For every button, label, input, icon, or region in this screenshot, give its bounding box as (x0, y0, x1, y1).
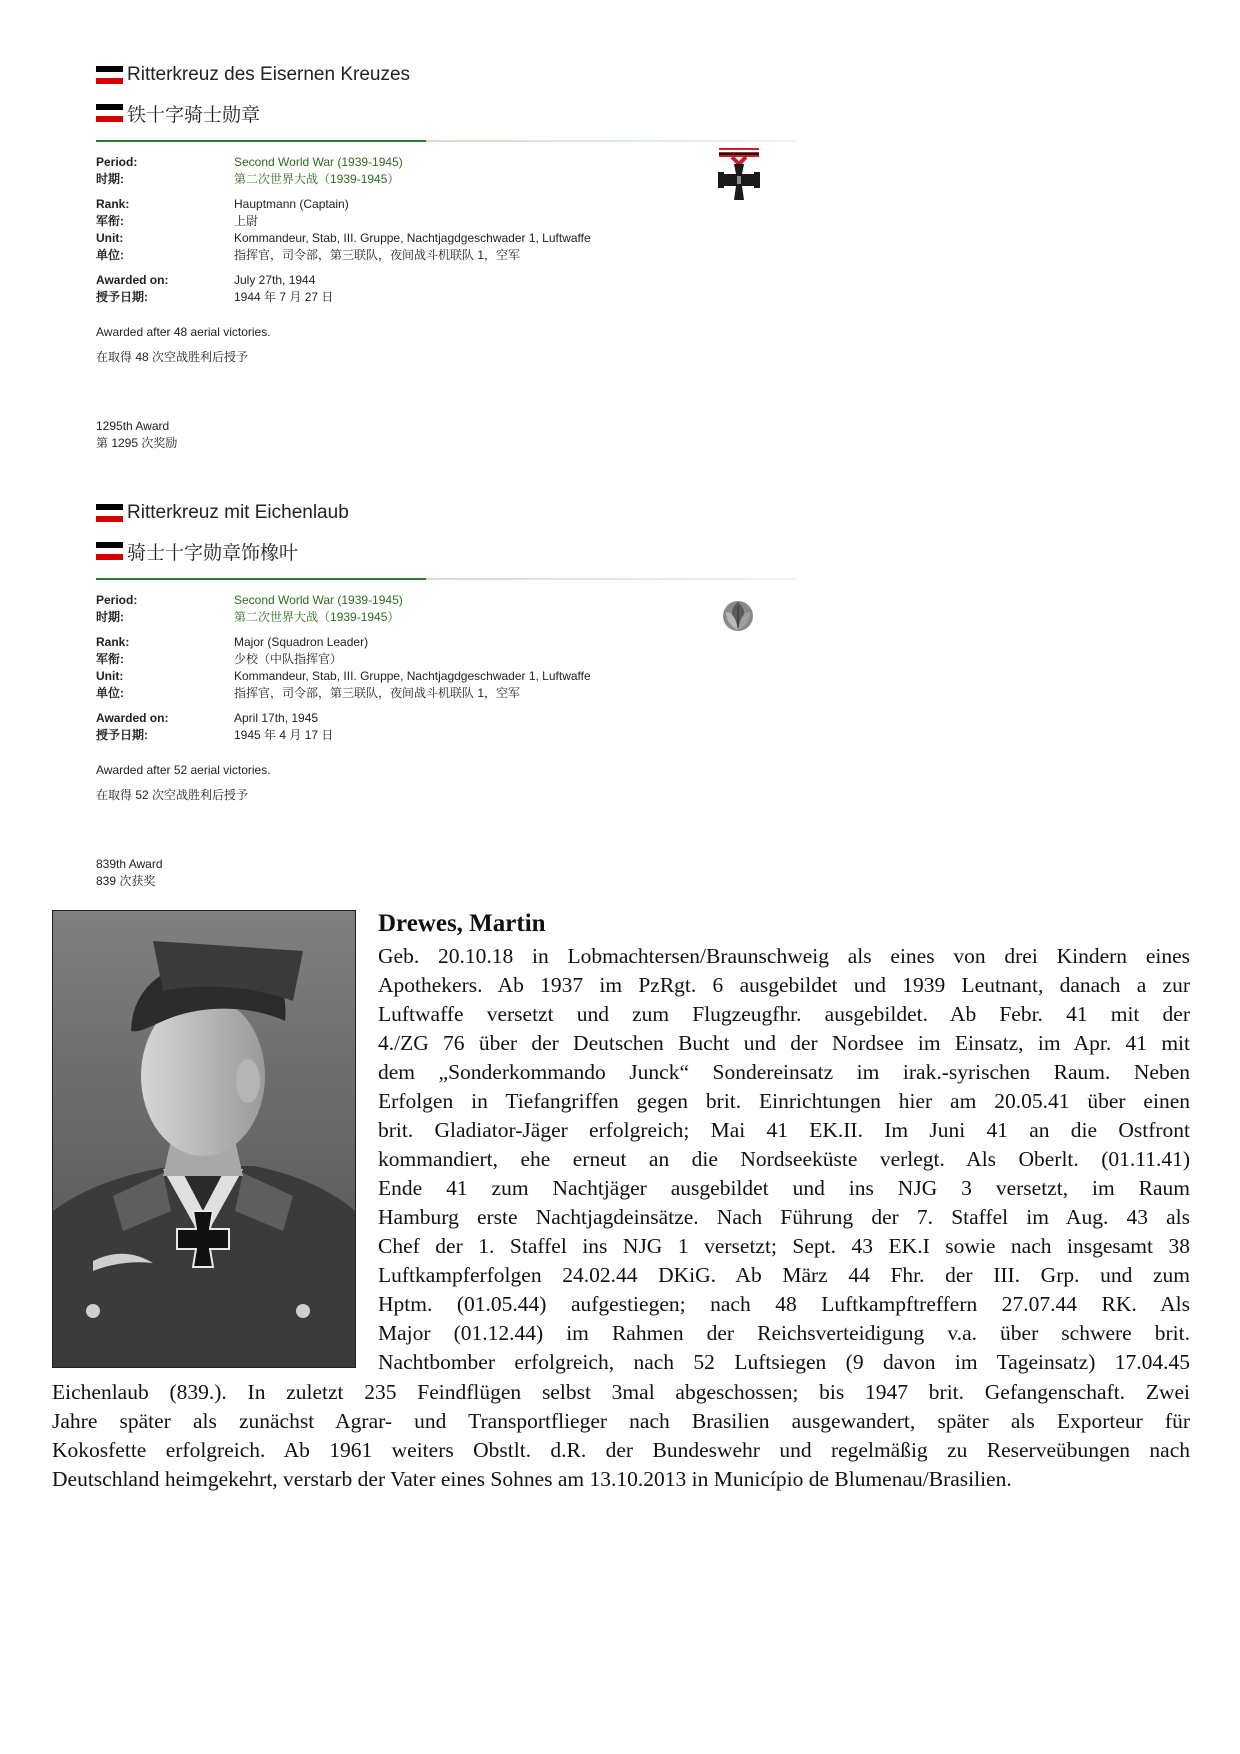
award-title-zh-row (96, 532, 796, 570)
portrait-image (53, 911, 355, 1367)
bio-line: Chef der 1. Staffel ins NJG 1 versetzt; Sept. 43 EK.I sowie nach insgesamt 38 (378, 1234, 1190, 1258)
award-number-zh: 839 次获奖 (96, 874, 156, 888)
bio-text-full-width (52, 1378, 1190, 1494)
unit-value: Kommandeur, Stab, III. Gruppe, Nachtjagdgeschwader 1, Luftwaffe (234, 231, 591, 245)
award-title-zh: 铁十字骑士勋章 (127, 104, 261, 126)
award-note: Awarded after 48 aerial victories. (96, 325, 271, 339)
bio-line: brit. Gladiator-Jäger erfolgreich; Mai 41 EK.II. Im Juni 41 an die Ostfront (378, 1118, 1190, 1142)
bio-line: Kokosfette erfolgreich. Ab 1961 weiters Obstlt. d.R. der Bundeswehr und regelmäßig zu Reserveübungen nach (52, 1438, 1190, 1462)
award-title-zh-row (96, 94, 796, 132)
award-note-zh: 在取得 48 次空战胜利后授予 (96, 350, 249, 364)
bio-line: Apothekers. Ab 1937 im PzRgt. 6 ausgebildet und 1939 Leutnant, danach a zur (378, 973, 1190, 997)
award-section-oak-leaves (96, 494, 796, 890)
award-title-zh: 骑士十字勋章饰橡叶 (127, 542, 299, 564)
bio-name: Drewes, Martin (378, 910, 546, 937)
bio-line: Major (01.12.44) im Rahmen der Reichsverteidigung v.a. über schwere brit. (378, 1321, 1190, 1345)
award-title-de-row (96, 494, 796, 532)
period-label-zh: 时期: (96, 172, 124, 186)
unit-value-zh: 指挥官，司令部，第三联队，夜间战斗机联队 1，空军 (234, 248, 521, 262)
rank-label-zh: 军衔: (96, 652, 124, 666)
reich-flag-icon (96, 504, 123, 523)
award-note: Awarded after 52 aerial victories. (96, 763, 271, 777)
award-note-zh: 在取得 52 次空战胜利后授予 (96, 788, 249, 802)
period-label: Period: (96, 593, 138, 607)
bio-line: Luftwaffe versetzt und zum Flugzeugfhr. ausgebildet. Ab Febr. 41 mit der (378, 1002, 1190, 1026)
bio-line: Eichenlaub (839.). In zuletzt 235 Feindflügen selbst 3mal abgeschossen; bis 1947 brit. Gefangenschaft. Zwei (52, 1380, 1190, 1404)
award-number: 839th Award (96, 857, 163, 871)
award-number: 1295th Award (96, 419, 170, 433)
period-value: Second World War (1939-1945) (234, 155, 403, 169)
award-title-de: Ritterkreuz des Eisernen Kreuzes (127, 64, 411, 85)
bio-line: Deutschland heimgekehrt, verstarb der Vater eines Sohnes am 13.10.2013 in Município de Blumenau/Brasilien. (52, 1467, 1012, 1491)
knights-cross-icon (716, 146, 762, 206)
unit-label: Unit: (96, 231, 124, 245)
section-divider (96, 578, 796, 580)
period-label: Period: (96, 155, 138, 169)
unit-label-zh: 单位: (96, 248, 124, 262)
awarded-value-zh: 1945 年 4 月 17 日 (234, 728, 334, 742)
portrait-photo (52, 910, 356, 1368)
bio-line: Hptm. (01.05.44) aufgestiegen; nach 48 Luftkampftreffern 27.07.44 RK. Als (378, 1292, 1190, 1316)
period-value-zh: 第二次世界大战（1939-1945） (234, 610, 400, 624)
bio-line: Ende 41 zum Nachtjäger ausgebildet und ins NJG 3 versetzt, im Raum (378, 1176, 1190, 1200)
unit-value: Kommandeur, Stab, III. Gruppe, Nachtjagdgeschwader 1, Luftwaffe (234, 669, 591, 683)
awarded-label: Awarded on: (96, 273, 169, 287)
rank-label-zh: 军衔: (96, 214, 124, 228)
bio-line: Luftkampferfolgen 24.02.44 DKiG. Ab März 44 Fhr. der III. Grp. und zum (378, 1263, 1190, 1287)
bio-line: Nachtbomber erfolgreich, nach 52 Luftsiegen (9 davon im Tageinsatz) 17.04.45 (378, 1350, 1190, 1374)
rank-value: Hauptmann (Captain) (234, 197, 349, 211)
awarded-label-zh: 授予日期: (96, 728, 148, 742)
unit-label-zh: 单位: (96, 686, 124, 700)
reich-flag-icon (96, 104, 123, 123)
awarded-value: April 17th, 1945 (234, 711, 319, 725)
bio-line: Geb. 20.10.18 in Lobmachtersen/Braunschweig als eines von drei Kindern eines (378, 944, 1190, 968)
bio-line: Erfolgen in Tiefangriffen gegen brit. Einrichtungen hier am 20.05.41 über einen (378, 1089, 1190, 1113)
period-label-zh: 时期: (96, 610, 124, 624)
award-section-knights-cross (96, 56, 796, 452)
reich-flag-icon (96, 542, 123, 561)
awarded-label: Awarded on: (96, 711, 169, 725)
bio-text-beside-photo (378, 942, 1190, 1377)
rank-value-zh: 上尉 (234, 214, 259, 228)
bio-line: 4./ZG 76 über der Deutschen Bucht und der Nordsee im Einsatz, im Apr. 41 mit (378, 1031, 1190, 1055)
bio-line: kommandiert, ehe erneut an die Nordseeküste verlegt. Als Oberlt. (01.11.41) (378, 1147, 1190, 1171)
rank-label: Rank: (96, 197, 130, 211)
rank-label: Rank: (96, 635, 130, 649)
bio-line: dem „Sonderkommando Junck“ Sondereinsatz im irak.-syrischen Raum. Neben (378, 1060, 1190, 1084)
oak-leaves-icon (720, 598, 756, 634)
rank-value: Major (Squadron Leader) (234, 635, 369, 649)
rank-value-zh: 少校（中队指挥官） (234, 652, 343, 666)
bio-line: Jahre später als zunächst Agrar- und Transportflieger nach Brasilien ausgewandert, später als Exporteur für (52, 1409, 1190, 1433)
section-divider (96, 140, 796, 142)
awarded-value-zh: 1944 年 7 月 27 日 (234, 290, 334, 304)
award-title-de-row (96, 56, 796, 94)
unit-label: Unit: (96, 669, 124, 683)
award-number-zh: 第 1295 次奖励 (96, 436, 178, 450)
awarded-value: July 27th, 1944 (234, 273, 316, 287)
awarded-label-zh: 授予日期: (96, 290, 148, 304)
period-value: Second World War (1939-1945) (234, 593, 403, 607)
unit-value-zh: 指挥官，司令部，第三联队，夜间战斗机联队 1，空军 (234, 686, 521, 700)
bio-line: Hamburg erste Nachtjagdeinsätze. Nach Führung der 7. Staffel im Aug. 43 als (378, 1205, 1190, 1229)
award-title-de: Ritterkreuz mit Eichenlaub (127, 502, 349, 523)
reich-flag-icon (96, 66, 123, 85)
period-value-zh: 第二次世界大战（1939-1945） (234, 172, 400, 186)
